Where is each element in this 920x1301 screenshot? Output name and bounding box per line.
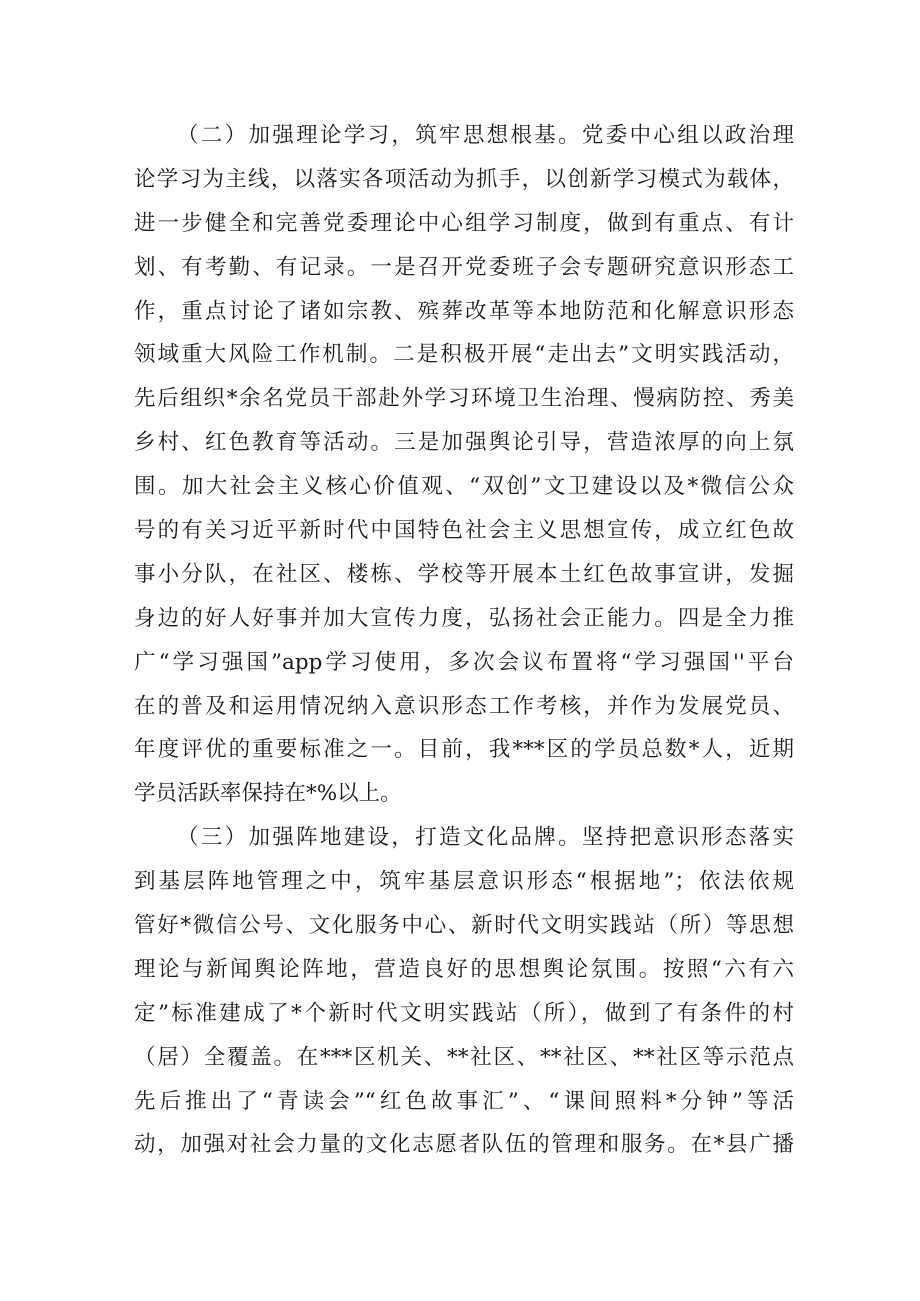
paragraph-2-line-4: 理论与新闻舆论阵地，营造良好的思想舆论氛围。按照“六有六 xyxy=(134,956,794,982)
paragraph-2-line-6: （居）全覆盖。在***区机关、**社区、**社区、**社区等示范点 xyxy=(134,1044,794,1070)
paragraph-1-line-14: 在的普及和运用情况纳入意识形态工作考核，并作为发展党员、 xyxy=(134,693,794,719)
paragraph-1-line-8: 乡村、红色教育等活动。三是加强舆论引导，营造浓厚的向上氛 xyxy=(134,430,794,456)
paragraph-1-line-1: （二）加强理论学习，筑牢思想根基。党委中心组以政治理 xyxy=(177,123,794,148)
paragraph-1-line-4: 划、有考勤、有记录。一是召开党委班子会专题研究意识形态工 xyxy=(134,254,794,280)
paragraph-2-line-7: 先后推出了“青读会”“红色故事汇”、“课间照料*分钟”等活 xyxy=(134,1088,794,1114)
paragraph-1-line-11: 事小分队，在社区、楼栋、学校等开展本土红色故事宣讲，发掘 xyxy=(134,561,794,587)
paragraph-2-line-2: 到基层阵地管理之中，筑牢基层意识形态“根据地”；依法依规 xyxy=(134,869,794,895)
paragraph-1-line-5: 作，重点讨论了诸如宗教、殡葬改革等本地防范和化解意识形态 xyxy=(134,298,794,324)
paragraph-1-line-9: 围。加大社会主义核心价值观、“双创”文卫建设以及*微信公众 xyxy=(134,474,794,500)
paragraph-1-line-3: 进一步健全和完善党委理论中心组学习制度，做到有重点、有计 xyxy=(134,210,794,236)
paragraph-2-line-5: 定”标准建成了*个新时代文明实践站（所），做到了有条件的村 xyxy=(134,1000,794,1026)
paragraph-1-line-16: 学员活跃率保持在*%以上。 xyxy=(134,781,402,807)
paragraph-1-line-13: 广“学习强国”app学习使用，多次会议布置将“学习强国''平台 xyxy=(134,649,794,675)
paragraph-1-line-12: 身边的好人好事并加大宣传力度，弘扬社会正能力。四是全力推 xyxy=(134,605,794,631)
paragraph-1-line-2: 论学习为主线，以落实各项活动为抓手，以创新学习模式为载体， xyxy=(134,166,794,192)
paragraph-2-line-3: 管好*微信公号、文化服务中心、新时代文明实践站（所）等思想 xyxy=(134,913,794,939)
paragraph-1-line-10: 号的有关习近平新时代中国特色社会主义思想宣传，成立红色故 xyxy=(134,518,794,544)
paragraph-2-line-8: 动，加强对社会力量的文化志愿者队伍的管理和服务。在*县广播 xyxy=(134,1132,794,1158)
paragraph-2-line-1: （三）加强阵地建设，打造文化品牌。坚持把意识形态落实 xyxy=(177,825,794,851)
paragraph-1-line-15: 年度评优的重要标准之一。目前，我***区的学员总数*人，近期 xyxy=(134,737,794,763)
paragraph-1-line-6: 领域重大风险工作机制。二是积极开展“走出去”文明实践活动， xyxy=(134,342,794,368)
document-body xyxy=(134,114,794,1167)
paragraph-1-line-7: 先后组织*余名党员干部赴外学习环境卫生治理、慢病防控、秀美 xyxy=(134,386,794,412)
